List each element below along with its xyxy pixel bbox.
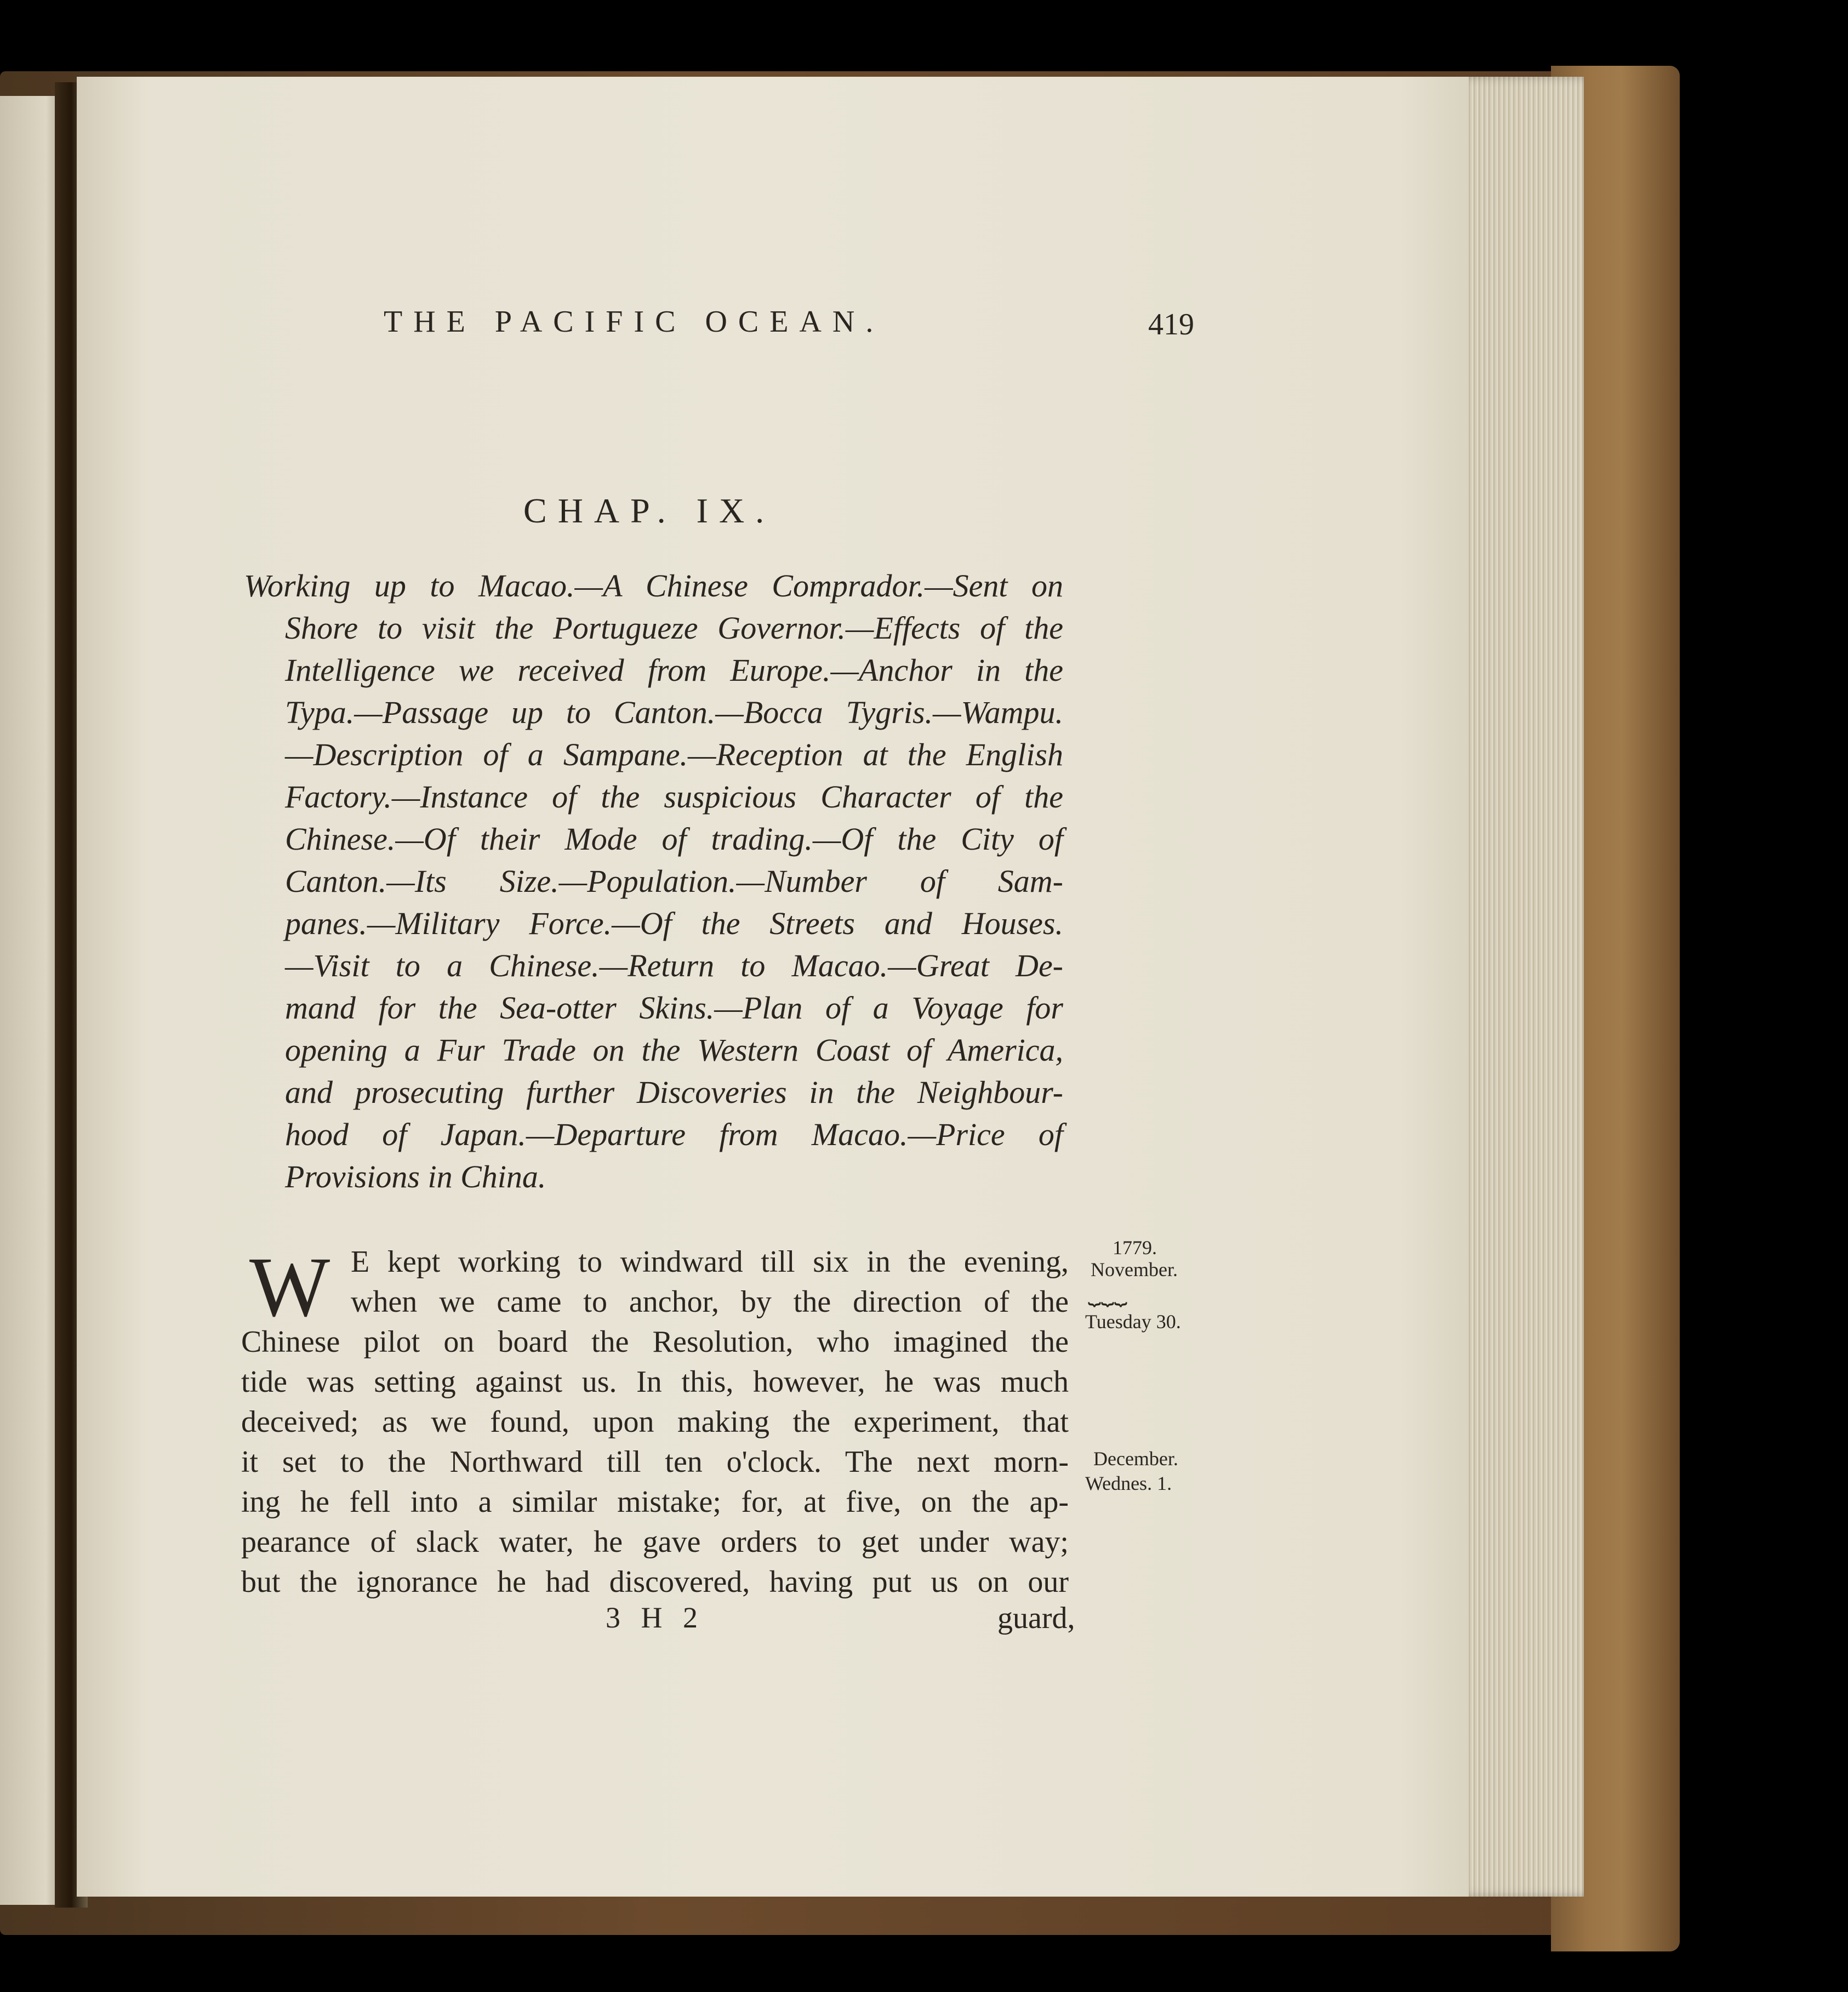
- summary-line: hood of Japan.—Departure from Macao.—Price of: [285, 1117, 1063, 1152]
- summary-line: —Visit to a Chinese.—Return to Macao.—Great De-: [285, 948, 1063, 983]
- summary-line: mand for the Sea-otter Skins.—Plan of a Voyage for: [285, 990, 1063, 1026]
- summary-line: Shore to visit the Portugueze Governor.—Effects of the: [285, 610, 1063, 646]
- catchword: guard,: [997, 1601, 1075, 1635]
- summary-line: Provisions in China.: [285, 1159, 546, 1194]
- summary-line: opening a Fur Trade on the Western Coast of America,: [285, 1032, 1063, 1068]
- body-line: deceived; as we found, upon making the experiment, that: [241, 1405, 1069, 1439]
- drop-cap: W: [249, 1239, 330, 1334]
- summary-line: Working up to Macao.—A Chinese Comprador.—Sent on: [244, 568, 1063, 604]
- signature-mark: 3 H 2: [606, 1601, 704, 1634]
- margin-note-month: November.: [1091, 1259, 1178, 1280]
- summary-line: —Description of a Sampane.—Reception at the English: [285, 737, 1063, 772]
- running-head: THE PACIFIC OCEAN.: [384, 305, 885, 339]
- margin-note-month: December.: [1093, 1448, 1178, 1470]
- body-line: it set to the Northward till ten o'clock. The next morn-: [241, 1445, 1069, 1479]
- summary-line: and prosecuting further Discoveries in the Neighbour-: [285, 1074, 1063, 1110]
- chapter-heading: CHAP. IX.: [523, 491, 775, 530]
- summary-line: Chinese.—Of their Mode of trading.—Of the City of: [285, 821, 1063, 857]
- summary-line: Factory.—Instance of the suspicious Character of the: [285, 779, 1063, 815]
- body-line: pearance of slack water, he gave orders to get under way;: [241, 1525, 1069, 1559]
- body-line: tide was setting against us. In this, however, he was much: [241, 1365, 1069, 1399]
- margin-note-day: Tuesday 30.: [1085, 1311, 1181, 1333]
- body-line: E kept working to windward till six in the evening,: [351, 1245, 1069, 1279]
- summary-line: Intelligence we received from Europe.—Anchor in the: [285, 652, 1063, 688]
- summary-line: panes.—Military Force.—Of the Streets and Houses.: [285, 906, 1063, 941]
- margin-brace: ⏟⏟⏟: [1088, 1280, 1127, 1305]
- body-line: Chinese pilot on board the Resolution, who imagined the: [241, 1325, 1069, 1359]
- page-number: 419: [1148, 308, 1194, 342]
- body-line: when we came to anchor, by the direction of the: [351, 1285, 1069, 1319]
- body-line: but the ignorance he had discovered, having put us on our: [241, 1565, 1069, 1599]
- margin-note-day: Wednes. 1.: [1085, 1472, 1172, 1494]
- body-line: ing he fell into a similar mistake; for, at five, on the ap-: [241, 1485, 1069, 1519]
- summary-line: Canton.—Its Size.—Population.—Number of Sam-: [285, 863, 1063, 899]
- page: [77, 77, 1469, 1897]
- summary-line: Typa.—Passage up to Canton.—Bocca Tygris.—Wampu.: [285, 695, 1063, 730]
- margin-note-year: 1779.: [1113, 1237, 1157, 1259]
